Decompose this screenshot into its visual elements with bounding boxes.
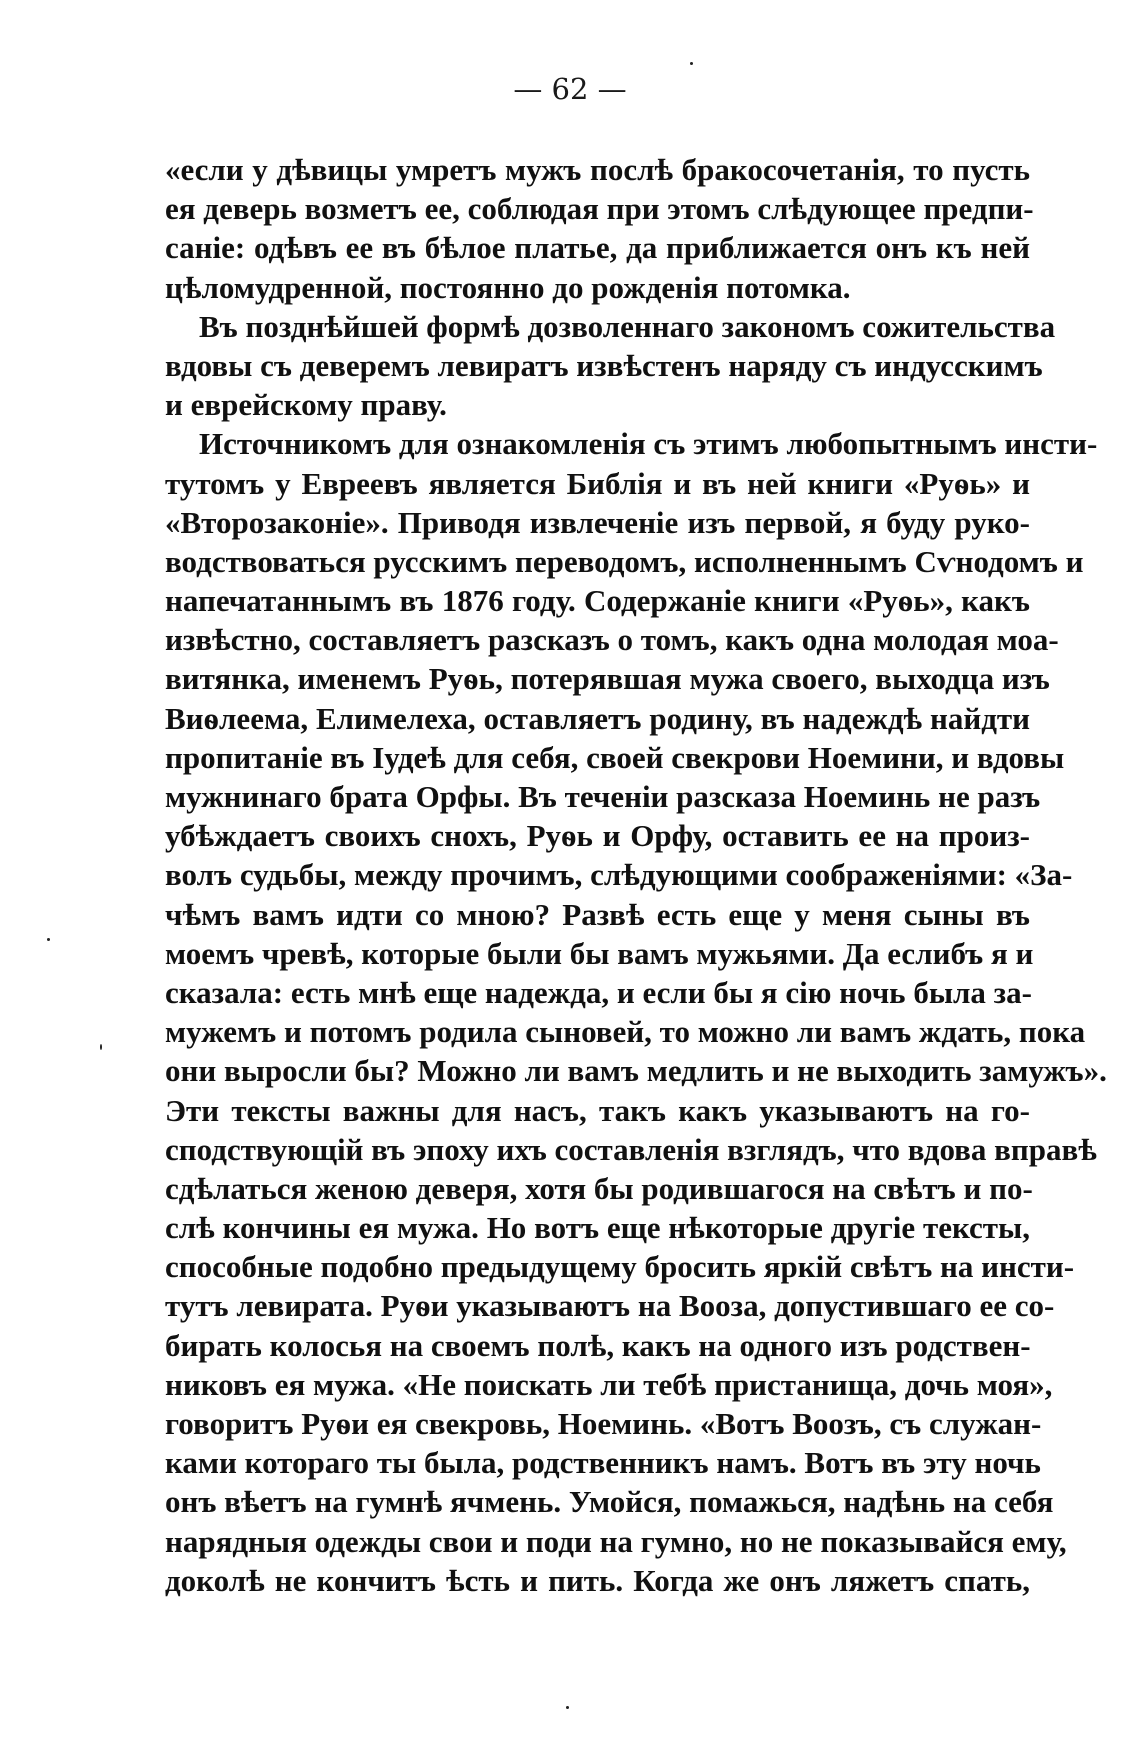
text-line: сподствующій въ эпоху ихъ составленія взглядъ, что вдова вправѣ: [165, 1131, 1097, 1167]
print-speck: [566, 1706, 569, 1709]
text-line: цѣломудренной, постоянно до рожденія потомка.: [165, 269, 851, 305]
print-speck: [100, 1044, 102, 1050]
text-line: мужемъ и потомъ родила сыновей, то можно ли вамъ ждать, пока: [165, 1014, 1086, 1050]
text-line: саніе: одѣвъ ее въ бѣлое платье, да приближается онъ къ ней: [165, 230, 1030, 266]
text-line: «если у дѣвицы умретъ мужъ послѣ бракосочетанія, то пусть: [165, 152, 1030, 187]
text-line: онъ вѣетъ на гумнѣ ячмень. Умойся, помажься, надѣнь на себя: [165, 1484, 1054, 1520]
text-line: волъ судьбы, между прочимъ, слѣдующими соображеніями: «За-: [165, 857, 1073, 893]
text-line: сдѣлаться женою деверя, хотя бы родившагося на свѣтъ и по-: [165, 1170, 1033, 1206]
text-line: мужнинаго брата Орфы. Въ теченіи разсказа Ноеминь не разъ: [165, 779, 1041, 814]
print-speck: [690, 62, 693, 65]
text-line: вдовы съ деверемъ левиратъ извѣстенъ наряду съ индусскимъ: [165, 347, 1043, 383]
text-line: извѣстно, составляетъ разсказъ о томъ, какъ одна молодая моа-: [165, 622, 1059, 658]
text-line: доколѣ не кончитъ ѣсть и пить. Когда же онъ ляжетъ спать,: [165, 1562, 1030, 1598]
text-line: и еврейскому праву.: [165, 387, 447, 423]
text-line: моемъ чревѣ, которые были бы вамъ мужьями. Да еслибъ я и: [165, 935, 1034, 971]
text-line: Эти тексты важны для насъ, такъ какъ указываютъ на го-: [165, 1092, 1030, 1128]
text-line: способные подобно предыдущему бросить яркій свѣтъ на инсти-: [165, 1249, 1075, 1285]
text-line: нарядныя одежды свои и поди на гумно, но не показывайся ему,: [165, 1523, 1067, 1559]
text-line: Источникомъ для ознакомленія съ этимъ любопытнымъ инсти-: [199, 426, 1098, 462]
text-line: Въ позднѣйшей формѣ дозволеннаго закономъ сожительства: [199, 308, 1056, 344]
text-line: никовъ ея мужа. «Не поискать ли тебѣ пристанища, дочь моя»,: [165, 1366, 1053, 1402]
page-number: — 62 —: [513, 72, 627, 106]
text-line: тутомъ у Евреевъ является Библія и въ ней книги «Руѳь» и: [165, 465, 1030, 501]
text-line: пропитаніе въ Іудеѣ для себя, своей свекрови Ноемини, и вдовы: [165, 739, 1065, 775]
text-line: «Второзаконіе». Приводя извлеченіе изъ первой, я буду руко-: [165, 504, 1030, 540]
text-line: убѣждаетъ своихъ снохъ, Руѳь и Орфу, оставить ее на произ-: [165, 818, 1030, 854]
print-speck: [47, 938, 50, 941]
text-line: тутъ левирата. Руѳи указываютъ на Вооза, допустившаго ее со-: [165, 1288, 1055, 1324]
text-line: слѣ кончины ея мужа. Но вотъ еще нѣкоторые другіе тексты,: [165, 1210, 1030, 1246]
text-line: чѣмъ вамъ идти со мною? Развѣ есть еще у меня сыны въ: [165, 896, 1030, 932]
text-line: бирать колосья на своемъ полѣ, какъ на одного изъ родствен-: [165, 1327, 1031, 1363]
text-line: говоритъ Руѳи ея свекровь, Ноеминь. «Вотъ Воозъ, съ служан-: [165, 1406, 1042, 1441]
text-line: ками котораго ты была, родственникъ намъ. Вотъ въ эту ночь: [165, 1445, 1041, 1481]
text-line: водствоваться русскимъ переводомъ, исполненнымъ Сѵнодомъ и: [165, 543, 1084, 579]
text-line: Виѳлеема, Елимелеха, оставляетъ родину, въ надеждѣ найдти: [165, 700, 1030, 736]
text-line: сказала: есть мнѣ еще надежда, и если бы я сію ночь была за-: [165, 974, 1032, 1010]
page-body-text: [165, 150, 1107, 1600]
text-line: напечатаннымъ въ 1876 году. Содержаніе книги «Руѳь», какъ: [165, 583, 1030, 619]
text-line: ея деверь возметъ ее, соблюдая при этомъ слѣдующее предпи-: [165, 191, 1034, 227]
text-line: они выросли бы? Можно ли вамъ медлить и не выходить замужъ».: [165, 1053, 1107, 1089]
text-line: витянка, именемъ Руѳь, потерявшая мужа своего, выходца изъ: [165, 661, 1050, 697]
